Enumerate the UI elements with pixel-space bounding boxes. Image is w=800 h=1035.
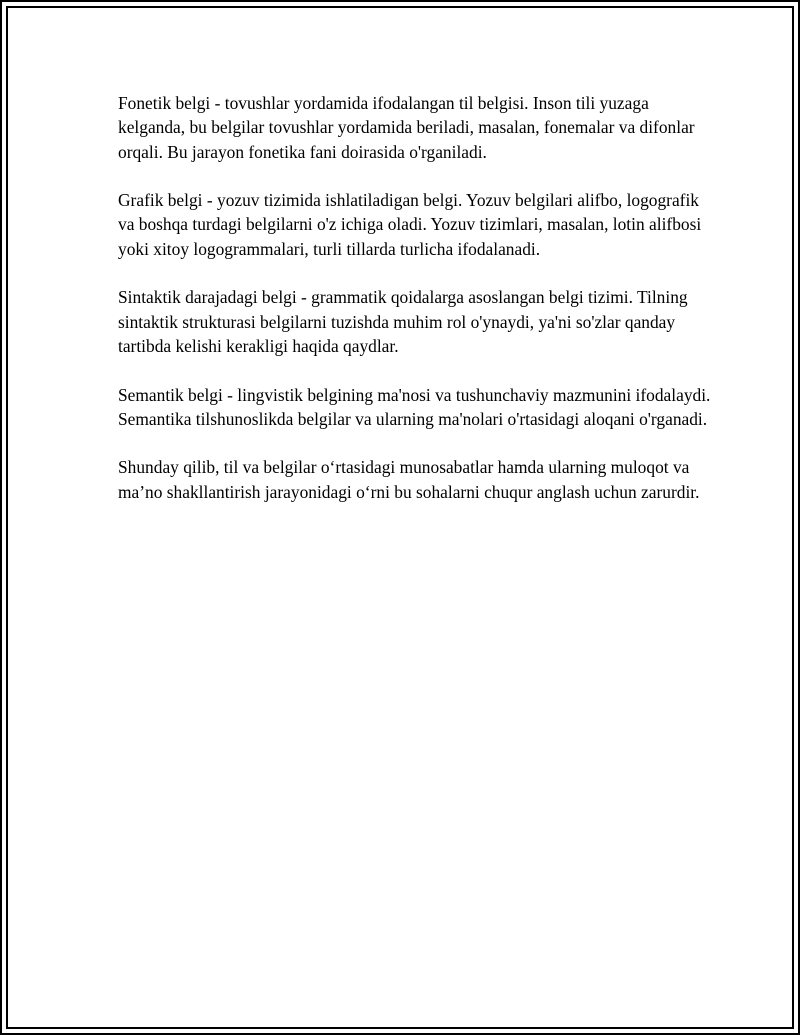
paragraph-conclusion: Shunday qilib, til va belgilar o‘rtasidagi munosabatlar hamda ularning muloqot va ma’no shakllantirish jarayonidagi o‘rni bu sohalarni chuqur anglash uchun zarurdir. [118, 457, 700, 502]
paragraph-graphic-sign: Grafik belgi - yozuv tizimida ishlatiladigan belgi. Yozuv belgilari alifbo, logografik va boshqa turdagi belgilarni o'z ichiga oladi. Yozuv tizimlari, masalan, lotin alifbosi yoki xitoy logogrammalari, turli tillarda turlicha ifodalanadi. [118, 190, 702, 259]
document-body [118, 91, 718, 528]
paragraph-semantic-sign: Semantik belgi - lingvistik belgining ma'nosi va tushunchaviy mazmunini ifodalaydi. Semantika tilshunoslikda belgilar va ularning ma'nolari o'rtasidagi aloqani o'rganadi. [118, 384, 711, 429]
paragraph-syntactic-sign: Sintaktik darajadagi belgi - grammatik qoidalarga asoslangan belgi tizimi. Tilning sintaktik strukturasi belgilarni tuzishda muhim rol o'ynaydi, ya'ni so'zlar qanday tartibda kelishi kerakligi haqida qaydlar. [118, 287, 688, 356]
paragraph-phonetic-sign: Fonetik belgi - tovushlar yordamida ifodalangan til belgisi. Inson tili yuzaga kelganda, bu belgilar tovushlar yordamida beriladi, masalan, fonemalar va difonlar orqali. Bu jarayon fonetika fani doirasida o'rganiladi. [118, 93, 695, 162]
